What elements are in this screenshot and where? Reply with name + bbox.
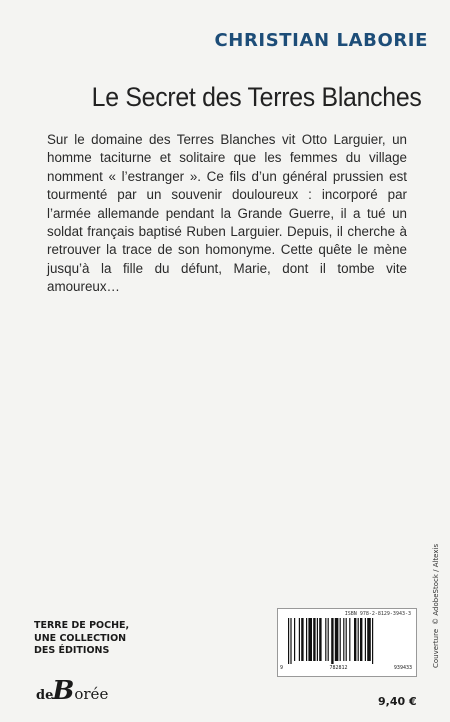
publisher-collection [34, 620, 129, 658]
barcode-bar [335, 618, 339, 661]
barcode-bar [346, 618, 347, 661]
barcode-bars [288, 618, 406, 664]
publisher-line-2: UNE COLLECTION [34, 632, 127, 644]
barcode-bar [331, 618, 333, 664]
book-summary: Sur le domaine des Terres Blanches vit Otto Larguier, un homme taciturne et solitaire que les femmes du village nomment « l’estranger ». Ce fils d’un général prussien est tourmenté par un souvenir douloureux : incorporé par l’armée allemande pendant la Grande Guerre, il a tué un soldat français baptisé Ruben Larguier. Depuis, il cherche à retrouver la trace de son homonyme. Cette quête le mène jusqu’à la fille du défunt, Marie, dont il tombe vite amoureux… [47, 132, 407, 295]
barcode-bar [313, 618, 315, 661]
book-title: Le Secret des Terres Blanches [92, 82, 422, 112]
barcode-bar [294, 618, 295, 661]
barcode-bar [290, 618, 291, 664]
barcode-bar [306, 618, 307, 661]
barcode-bar [288, 618, 289, 664]
barcode-bar [319, 618, 321, 661]
publisher-line-3: DES ÉDITIONS [34, 645, 110, 656]
credits-copyright: © AdobeStock / Altexis [432, 543, 440, 625]
barcode-bar [343, 618, 344, 661]
barcode-bar [308, 618, 312, 661]
barcode-bar [372, 618, 373, 664]
barcode-bar [328, 618, 329, 661]
barcode-bar [349, 618, 350, 661]
credits-label: Couverture [432, 628, 440, 668]
isbn-text: ISBN 978-2-8129-3943-3 [344, 611, 411, 617]
barcode-bar [367, 618, 371, 661]
barcode-digits: 9 782812 939433 [280, 665, 412, 671]
barcode-bar [325, 618, 326, 661]
publisher-line-1: TERRE DE POCHE, [34, 620, 130, 631]
barcode-bar [354, 618, 356, 661]
barcode-bar [299, 618, 300, 661]
barcode-bar [365, 618, 366, 661]
publisher-logo: de B orée [36, 676, 109, 706]
barcode-bar [317, 618, 318, 661]
author-name: CHRISTIAN LABORIE [214, 30, 428, 51]
barcode-bar [301, 618, 303, 661]
price-label: 9,40 € [378, 695, 417, 708]
barcode-bar [340, 618, 341, 661]
barcode-bar [360, 618, 362, 661]
barcode-bar [358, 618, 359, 661]
barcode [277, 608, 417, 677]
cover-credits [432, 544, 440, 668]
